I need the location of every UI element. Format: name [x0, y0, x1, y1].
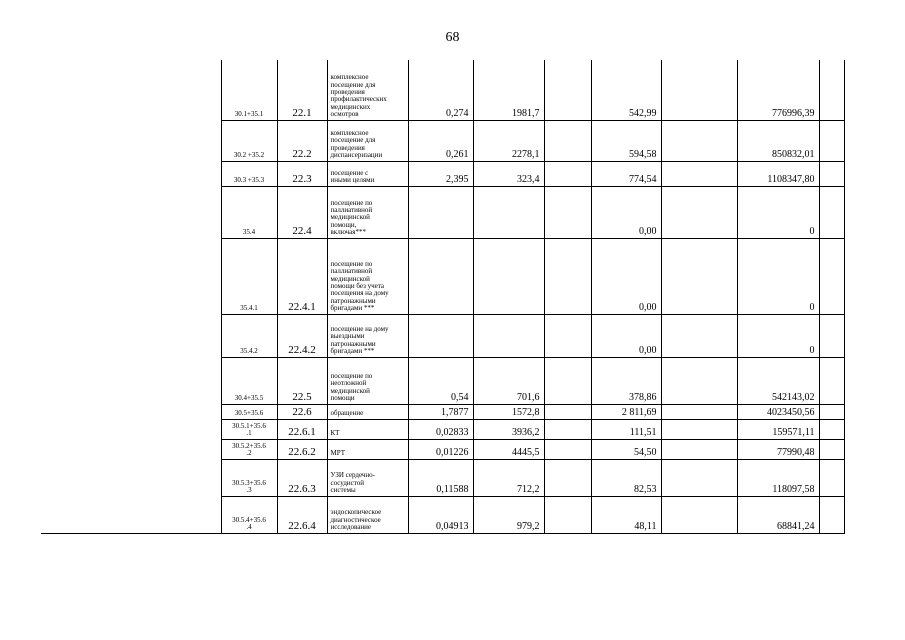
description-cell: МРТ [327, 439, 408, 459]
amount-cell: 0,00 [591, 186, 661, 238]
row-code-cell: 30.5.4+35.6 .4 [221, 496, 277, 533]
amount-cell: 542,99 [591, 60, 661, 120]
norm-cell: 0,261 [408, 120, 473, 161]
cost-cell [473, 186, 544, 238]
total-cell: 68841,24 [737, 496, 819, 533]
blank-cell [41, 186, 221, 238]
total-cell: 850832,01 [737, 120, 819, 161]
description-cell: посещение с иными целями [327, 161, 408, 186]
amount-cell: 111,51 [591, 419, 661, 439]
table-row [41, 419, 844, 439]
table-row [41, 357, 844, 404]
total-cell: 159571,11 [737, 419, 819, 439]
table-row [41, 459, 844, 496]
blank-cell [41, 404, 221, 419]
table-row [41, 439, 844, 459]
row-code-cell: 30.5.3+35.6 .3 [221, 459, 277, 496]
description-cell: УЗИ сердечно- сосудистой системы [327, 459, 408, 496]
empty-cell [819, 404, 844, 419]
empty-cell [544, 439, 591, 459]
description-cell: комплексное посещение для проведения диспансеризации [327, 120, 408, 161]
amount-cell: 774,54 [591, 161, 661, 186]
amount-cell: 0,00 [591, 238, 661, 314]
empty-cell [544, 161, 591, 186]
amount-cell: 2 811,69 [591, 404, 661, 419]
norm-cell [408, 186, 473, 238]
table-row [41, 238, 844, 314]
cost-cell: 701,6 [473, 357, 544, 404]
cost-cell: 3936,2 [473, 419, 544, 439]
empty-cell [661, 60, 737, 120]
table-row [41, 496, 844, 533]
empty-cell [544, 357, 591, 404]
empty-cell [819, 60, 844, 120]
row-code-cell: 30.2 +35.2 [221, 120, 277, 161]
table-row [41, 60, 844, 120]
total-cell: 1108347,80 [737, 161, 819, 186]
blank-cell [41, 238, 221, 314]
norm-cell: 0,54 [408, 357, 473, 404]
empty-cell [819, 186, 844, 238]
norm-cell: 0,02833 [408, 419, 473, 439]
empty-cell [819, 439, 844, 459]
cost-cell: 1572,8 [473, 404, 544, 419]
blank-cell [41, 419, 221, 439]
empty-cell [819, 161, 844, 186]
row-number-cell: 22.6 [277, 404, 327, 419]
empty-cell [661, 120, 737, 161]
empty-cell [661, 186, 737, 238]
row-number-cell: 22.1 [277, 60, 327, 120]
norm-cell [408, 314, 473, 357]
total-cell: 542143,02 [737, 357, 819, 404]
blank-cell [41, 439, 221, 459]
row-number-cell: 22.4.1 [277, 238, 327, 314]
cost-cell [473, 314, 544, 357]
row-number-cell: 22.4 [277, 186, 327, 238]
amount-cell: 594,58 [591, 120, 661, 161]
empty-cell [661, 419, 737, 439]
empty-cell [819, 314, 844, 357]
norm-cell: 0,274 [408, 60, 473, 120]
row-code-cell: 30.1+35.1 [221, 60, 277, 120]
empty-cell [819, 459, 844, 496]
empty-cell [544, 186, 591, 238]
description-cell: посещение на дому выездными патронажными бригадами *** [327, 314, 408, 357]
empty-cell [544, 314, 591, 357]
empty-cell [544, 459, 591, 496]
empty-cell [819, 357, 844, 404]
amount-cell: 54,50 [591, 439, 661, 459]
row-code-cell: 30.4+35.5 [221, 357, 277, 404]
empty-cell [661, 357, 737, 404]
description-cell: обращение [327, 404, 408, 419]
description-cell: посещение по неотложной медицинской помощи [327, 357, 408, 404]
norm-cell: 1,7877 [408, 404, 473, 419]
table-row [41, 404, 844, 419]
empty-cell [544, 60, 591, 120]
row-code-cell: 30.3 +35.3 [221, 161, 277, 186]
row-code-cell: 35.4.2 [221, 314, 277, 357]
total-cell: 77990,48 [737, 439, 819, 459]
row-code-cell: 30.5.2+35.6 .2 [221, 439, 277, 459]
cost-cell: 979,2 [473, 496, 544, 533]
empty-cell [661, 459, 737, 496]
table-row [41, 186, 844, 238]
page-number: 68 [445, 30, 460, 45]
cost-cell: 712,2 [473, 459, 544, 496]
norm-cell [408, 238, 473, 314]
amount-cell: 48,11 [591, 496, 661, 533]
tariff-table [41, 60, 845, 534]
empty-cell [544, 404, 591, 419]
amount-cell: 0,00 [591, 314, 661, 357]
total-cell: 4023450,56 [737, 404, 819, 419]
blank-cell [41, 161, 221, 186]
total-cell: 0 [737, 314, 819, 357]
description-cell: посещение по паллиативной медицинской помощи без учета посещения на дому патронажными бригадами *** [327, 238, 408, 314]
row-code-cell: 35.4.1 [221, 238, 277, 314]
cost-cell: 2278,1 [473, 120, 544, 161]
blank-cell [41, 120, 221, 161]
total-cell: 0 [737, 238, 819, 314]
total-cell: 776996,39 [737, 60, 819, 120]
empty-cell [819, 238, 844, 314]
blank-cell [41, 60, 221, 120]
empty-cell [661, 496, 737, 533]
table-row [41, 120, 844, 161]
cost-cell: 1981,7 [473, 60, 544, 120]
row-number-cell: 22.6.1 [277, 419, 327, 439]
table-row [41, 314, 844, 357]
row-number-cell: 22.6.4 [277, 496, 327, 533]
row-number-cell: 22.2 [277, 120, 327, 161]
empty-cell [819, 120, 844, 161]
description-cell: эндоскопическое диагностическое исследование [327, 496, 408, 533]
empty-cell [544, 419, 591, 439]
row-number-cell: 22.5 [277, 357, 327, 404]
description-cell: комплексное посещение для проведения профилактических медицинских осмотров [327, 60, 408, 120]
empty-cell [661, 314, 737, 357]
cost-cell: 4445,5 [473, 439, 544, 459]
empty-cell [819, 496, 844, 533]
blank-cell [41, 496, 221, 533]
empty-cell [819, 419, 844, 439]
norm-cell: 0,01226 [408, 439, 473, 459]
table-row [41, 161, 844, 186]
row-number-cell: 22.3 [277, 161, 327, 186]
total-cell: 118097,58 [737, 459, 819, 496]
empty-cell [661, 439, 737, 459]
row-number-cell: 22.6.3 [277, 459, 327, 496]
norm-cell: 2,395 [408, 161, 473, 186]
empty-cell [661, 161, 737, 186]
blank-cell [41, 459, 221, 496]
total-cell: 0 [737, 186, 819, 238]
empty-cell [661, 404, 737, 419]
row-code-cell: 30.5+35.6 [221, 404, 277, 419]
row-code-cell: 35.4 [221, 186, 277, 238]
norm-cell: 0,04913 [408, 496, 473, 533]
cost-cell: 323,4 [473, 161, 544, 186]
row-code-cell: 30.5.1+35.6 .1 [221, 419, 277, 439]
description-cell: КТ [327, 419, 408, 439]
amount-cell: 82,53 [591, 459, 661, 496]
amount-cell: 378,86 [591, 357, 661, 404]
row-number-cell: 22.6.2 [277, 439, 327, 459]
cost-cell [473, 238, 544, 314]
row-number-cell: 22.4.2 [277, 314, 327, 357]
blank-cell [41, 357, 221, 404]
description-cell: посещение по паллиативной медицинской помощи, включая*** [327, 186, 408, 238]
empty-cell [544, 238, 591, 314]
norm-cell: 0,11588 [408, 459, 473, 496]
blank-cell [41, 314, 221, 357]
empty-cell [544, 120, 591, 161]
empty-cell [661, 238, 737, 314]
empty-cell [544, 496, 591, 533]
